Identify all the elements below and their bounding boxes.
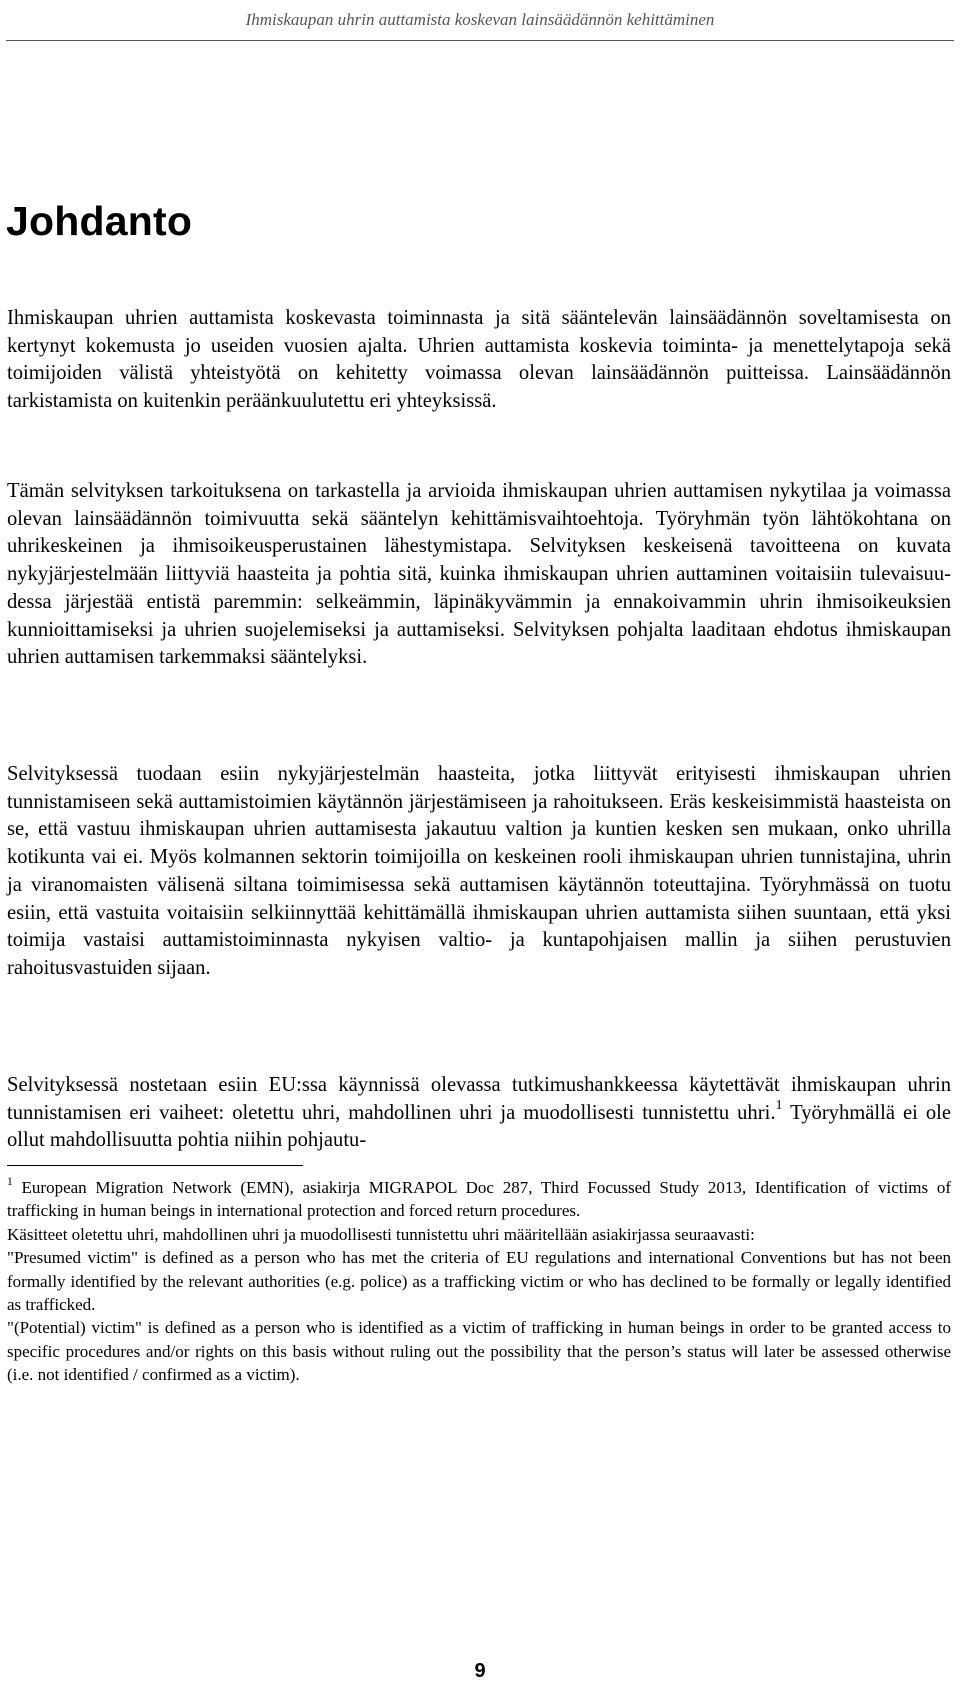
footnote-citation <box>7 1176 951 1223</box>
body-paragraph-2: Tämän selvityksen tarkoituksena on tarkastella ja arvioida ihmiskaupan uhrien auttamisen nykytilaa ja voimassa olevan lainsäädännön toimivuutta sekä sääntelyn kehittämisvaihtoehtoja. Työryhmän työn lähtökohtana on uhrikeskeinen ja ihmisoikeusperustainen lähestymistapa. Selvityksen keskeisenä tavoitteena on kuvata nykyjärjestelmään liittyviä haasteita ja pohtia sitä, kuinka ihmiskaupan uhrien auttaminen voitaisiin tulevaisuudessa järjestää entistä paremmin: selkeämmin, läpinäkyvämmin ja ennakoivammin uhrin ihmisoikeuksien kunnioittamiseksi ja uhrien suojelemiseksi ja auttamiseksi. Selvityksen pohjalta laaditaan ehdotus ihmiskaupan uhrien auttamisen tarkemmaksi sääntelyksi. <box>7 480 951 669</box>
footnote-citation-text: European Migration Network (EMN), asiakirja MIGRAPOL Doc 287, Third Focussed Study 2013, Identification of victims of trafficking in human beings in international protection and forced return procedures. <box>7 1178 951 1221</box>
footnote-marker: 1 <box>7 1175 13 1189</box>
header-rule <box>6 40 954 41</box>
footnote-reference[interactable]: 1 <box>775 1098 783 1114</box>
body-paragraph-4 <box>7 1072 951 1155</box>
body-paragraph-3: Selvityksessä tuodaan esiin nykyjärjestelmän haasteita, jotka liittyvät erityisesti ihmiskaupan uhrien tunnistamiseen sekä auttamistoimien käytännön järjestämiseen ja rahoitukseen. Eräs keskeisimmistä haasteista on se, että vastuu ihmiskaupan uhrien auttamisesta jakautuu valtion ja kuntien kesken sen mukaan, onko uhrilla kotikunta vai ei. Myös kolmannen sektorin toimijoilla on keskeinen rooli ihmiskaupan uhrien tunnistajina, uhrin ja viranomaisten välisenä siltana toimimisessa sekä auttamisen käytännön toteuttajina. Työryhmässä on tuotu esiin, että vastuita voitaisiin selkiinnyttää kehittämällä ihmiskaupan uhrien auttamista siihen suuntaan, että yksi toimija vastaisi auttamistoiminnasta nykyisen valtio- ja kuntapohjaisen mallin ja siihen perustuvien rahoitusvastuiden sijaan. <box>7 763 951 979</box>
paragraph-text: Selvityksessä nostetaan esiin EU:ssa käynnissä olevassa tutkimushankkeessa käytettävät ihmiskaupan uhrin tunnistamisen eri vaiheet: oletettu uhri, mahdollinen uhri ja muodollisesti tunnistettu uhri. <box>7 1074 951 1124</box>
footnote-line: "(Potential) victim" is defined as a person who is identified as a victim of trafficking in human beings in order to be granted access to specific procedures and/or rights on this basis without ruling out the possibility that the person’s status will later be assessed otherwise (i.e. not identified / confirmed as a victim). <box>7 1318 951 1385</box>
footnote-line: "Presumed victim" is defined as a person who has met the criteria of EU regulations and international Conventions but has not been formally identified by the relevant authorities (e.g. police) as a trafficking victim or who has declined to be formally or legally identified as trafficked. <box>7 1248 951 1315</box>
body-paragraph-1: Ihmiskaupan uhrien auttamista koskevasta toiminnasta ja sitä sääntelevän lainsäädännön soveltamisesta on kertynyt kokemusta jo useiden vuosien ajalta. Uhrien auttamista koskevia toiminta- ja menettelytapoja sekä toimijoiden välistä yhteistyötä on kehitetty voimassa olevan lainsäädännön puitteissa. Lainsäädännön tarkistamista on kuitenkin peräänkuulutettu eri yhteyksissä. <box>7 307 951 413</box>
page-number: 9 <box>474 1660 486 1682</box>
footnote-line: Käsitteet oletettu uhri, mahdollinen uhri ja muodollisesti tunnistettu uhri määritellään asiakirjassa seuraavasti: <box>7 1224 755 1244</box>
footnotes <box>7 1176 951 1387</box>
running-header: Ihmiskaupan uhrin auttamista koskevan lainsäädännön kehittäminen <box>245 10 715 29</box>
paragraph-text: Työryhmällä ei ole ollut mahdollisuutta pohtia niihin pohjautu- <box>7 1101 951 1152</box>
footnote-separator <box>7 1165 303 1166</box>
chapter-title: Johdanto <box>6 198 193 244</box>
